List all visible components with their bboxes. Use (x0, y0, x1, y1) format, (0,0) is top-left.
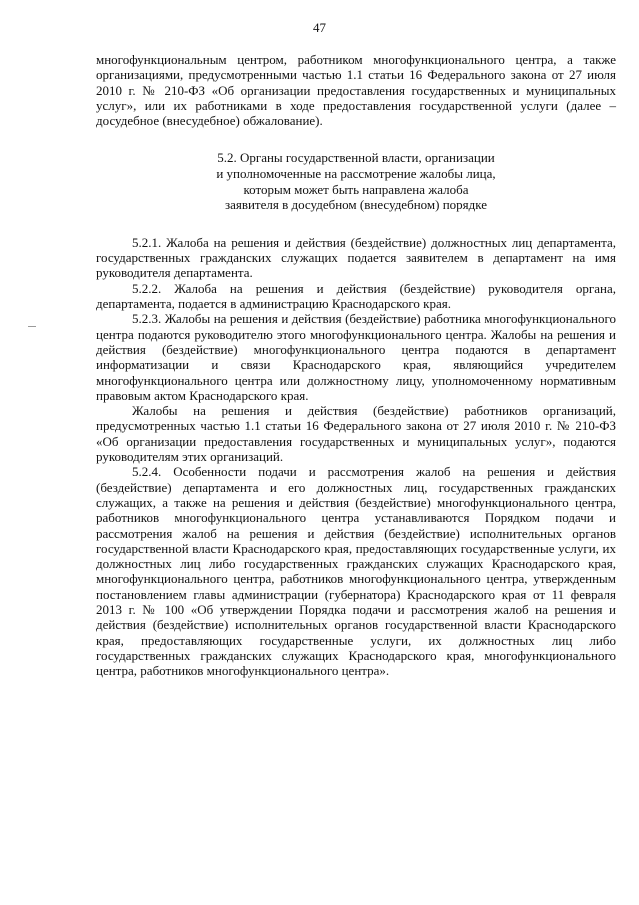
margin-mark (28, 326, 36, 327)
page-number: 47 (313, 20, 326, 35)
section-heading (96, 150, 616, 212)
paragraph-5-2-2: 5.2.2. Жалоба на решения и действия (бездействие) руководителя органа, департамента, подается в администрацию Краснодарского края. (96, 280, 616, 312)
document-body (96, 52, 616, 678)
section-heading-line: которым может быть направлена жалоба (243, 181, 469, 197)
section-heading-line: 5.2. Органы государственной власти, организации (217, 150, 495, 166)
section-heading-line: заявителя в досудебном (внесудебном) порядке (224, 197, 488, 213)
paragraph-5-2-1: 5.2.1. Жалоба на решения и действия (бездействие) должностных лиц департамента, государственных гражданских служащих подается заявителем в департамент на имя руководителя департамента. (96, 234, 616, 281)
paragraph-organizations: Жалобы на решения и действия (бездействие) работников организаций, предусмотренных частью 1.1 статьи 16 Федерального закона от 27 июля 2010 г. № 210-ФЗ «Об организации предоставления государственных и муниципальных услуг», подаются руководителям этих организаций. (96, 403, 616, 465)
paragraph-5-2-3: 5.2.3. Жалобы на решения и действия (бездействие) работника многофункционального центра подаются руководителю этого многофункционального центра. Жалобы на решения и действия (бездействие) многофункционального центра подаются в департамент информатизации и связи Краснодарского края, являющийся учредителем многофункционального центра или должностному лицу, уполномоченному нормативным правовым актом Краснодарского края. (96, 311, 616, 403)
section-heading-line: и уполномоченные на рассмотрение жалобы лица, (216, 166, 496, 182)
intro-paragraph: многофункциональным центром, работником многофункционального центра, а также организациями, предусмотренными частью 1.1 статьи 16 Федерального закона от 27 июля 2010 г. № 210-ФЗ «Об организации предоставления государственных и муниципальных услуг», или их работниками в ходе предоставления государственной услуги (далее – досудебное (внесудебное) обжалование). (96, 52, 616, 129)
paragraph-5-2-4: 5.2.4. Особенности подачи и рассмотрения жалоб на решения и действия (бездействие) департамента и его должностных лиц, государственных гражданских служащих, а также на решения и действия (бездействие) многофункционального центра, работников многофункционального центра устанавливаются Порядком подачи и рассмотрения жалоб на решения и действия (бездействие) исполнительных органов государственной власти Краснодарского края, предоставляющих государственные услуги, их должностных лиц либо государственных гражданских служащих Краснодарского края, многофункционального центра, работников многофункционального центра, утвержденным постановлением главы администрации (губернатора) Краснодарского края от 11 февраля 2013 г. № 100 «Об утверждении Порядка подачи и рассмотрения жалоб на решения и действия (бездействие) исполнительных органов государственной власти Краснодарского края, предоставляющих государственные услуги, их должностных лиц либо государственных гражданских служащих Краснодарского края, многофункционального центра, работников многофункционального центра». (96, 464, 616, 679)
